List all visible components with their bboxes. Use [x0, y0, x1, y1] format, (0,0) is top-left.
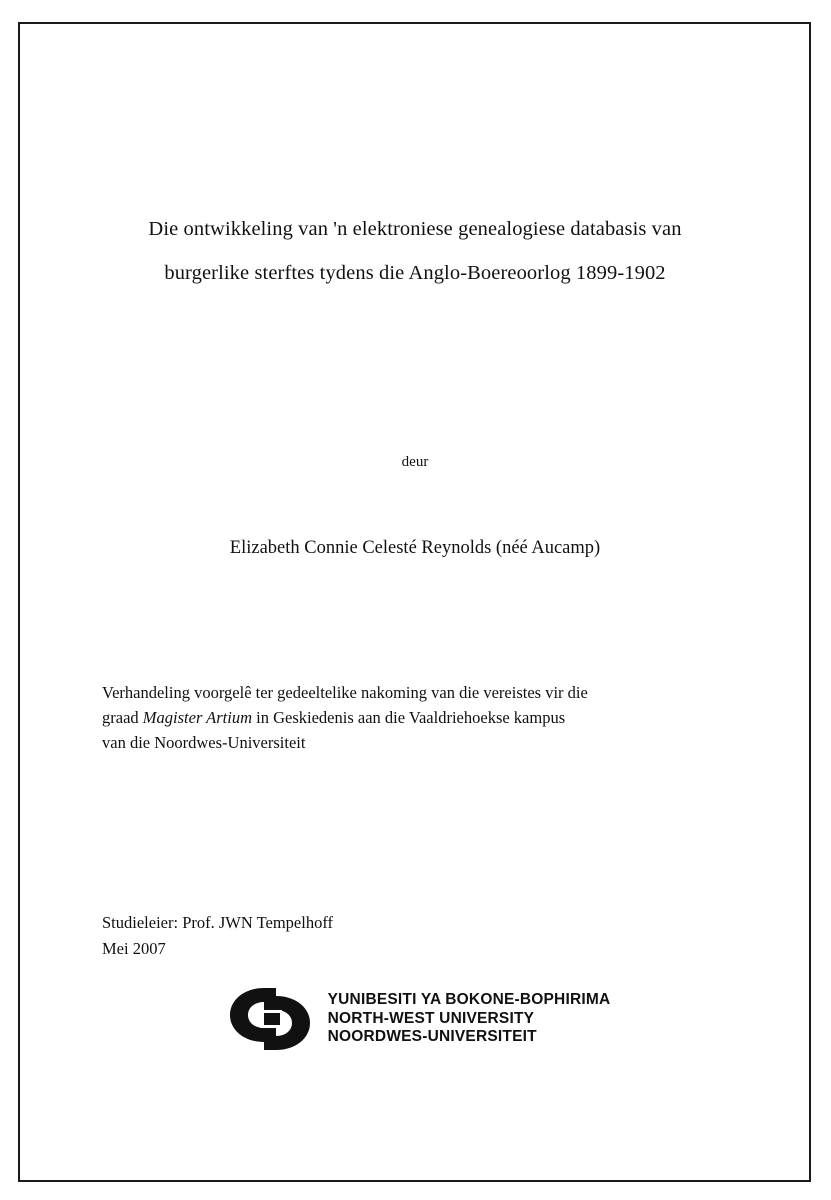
- university-logo-text: [328, 991, 611, 1047]
- author-name: Elizabeth Connie Celesté Reynolds (néé Aucamp): [229, 538, 601, 558]
- submission-date: Mei 2007: [102, 939, 166, 958]
- degree-statement-line-2-suffix: in Geskiedenis aan die Vaaldriehoekse kampus: [252, 708, 566, 727]
- degree-statement-line-3: van die Noordwes-Universiteit: [102, 733, 306, 752]
- supervisor-block: [102, 910, 728, 962]
- title-line-1: Die ontwikkeling van 'n elektroniese genealogiese databasis van: [148, 218, 682, 240]
- degree-statement-line-1: Verhandeling voorgelê ter gedeeltelike nakoming van die vereistes vir die: [102, 683, 588, 702]
- degree-statement-line-2-prefix: graad: [102, 708, 143, 727]
- page-title: [100, 207, 730, 295]
- degree-name: Magister Artium: [142, 708, 253, 727]
- title-page-content: [100, 22, 730, 1182]
- by-label: deur: [401, 454, 429, 470]
- degree-statement-line-2: [102, 705, 728, 730]
- university-logo: [100, 982, 730, 1056]
- nwu-logo-icon: [220, 982, 320, 1056]
- logo-text-line-2: NORTH-WEST UNIVERSITY: [327, 1009, 535, 1027]
- logo-text-line-3: NOORDWES-UNIVERSITEIT: [327, 1028, 537, 1046]
- title-line-2: burgerlike sterftes tydens die Anglo-Boereoorlog 1899-1902: [164, 262, 666, 284]
- logo-text-line-1: YUNIBESITI YA BOKONE-BOPHIRIMA: [327, 991, 611, 1009]
- degree-statement: [102, 680, 728, 755]
- supervisor-name: Studieleier: Prof. JWN Tempelhoff: [102, 913, 334, 932]
